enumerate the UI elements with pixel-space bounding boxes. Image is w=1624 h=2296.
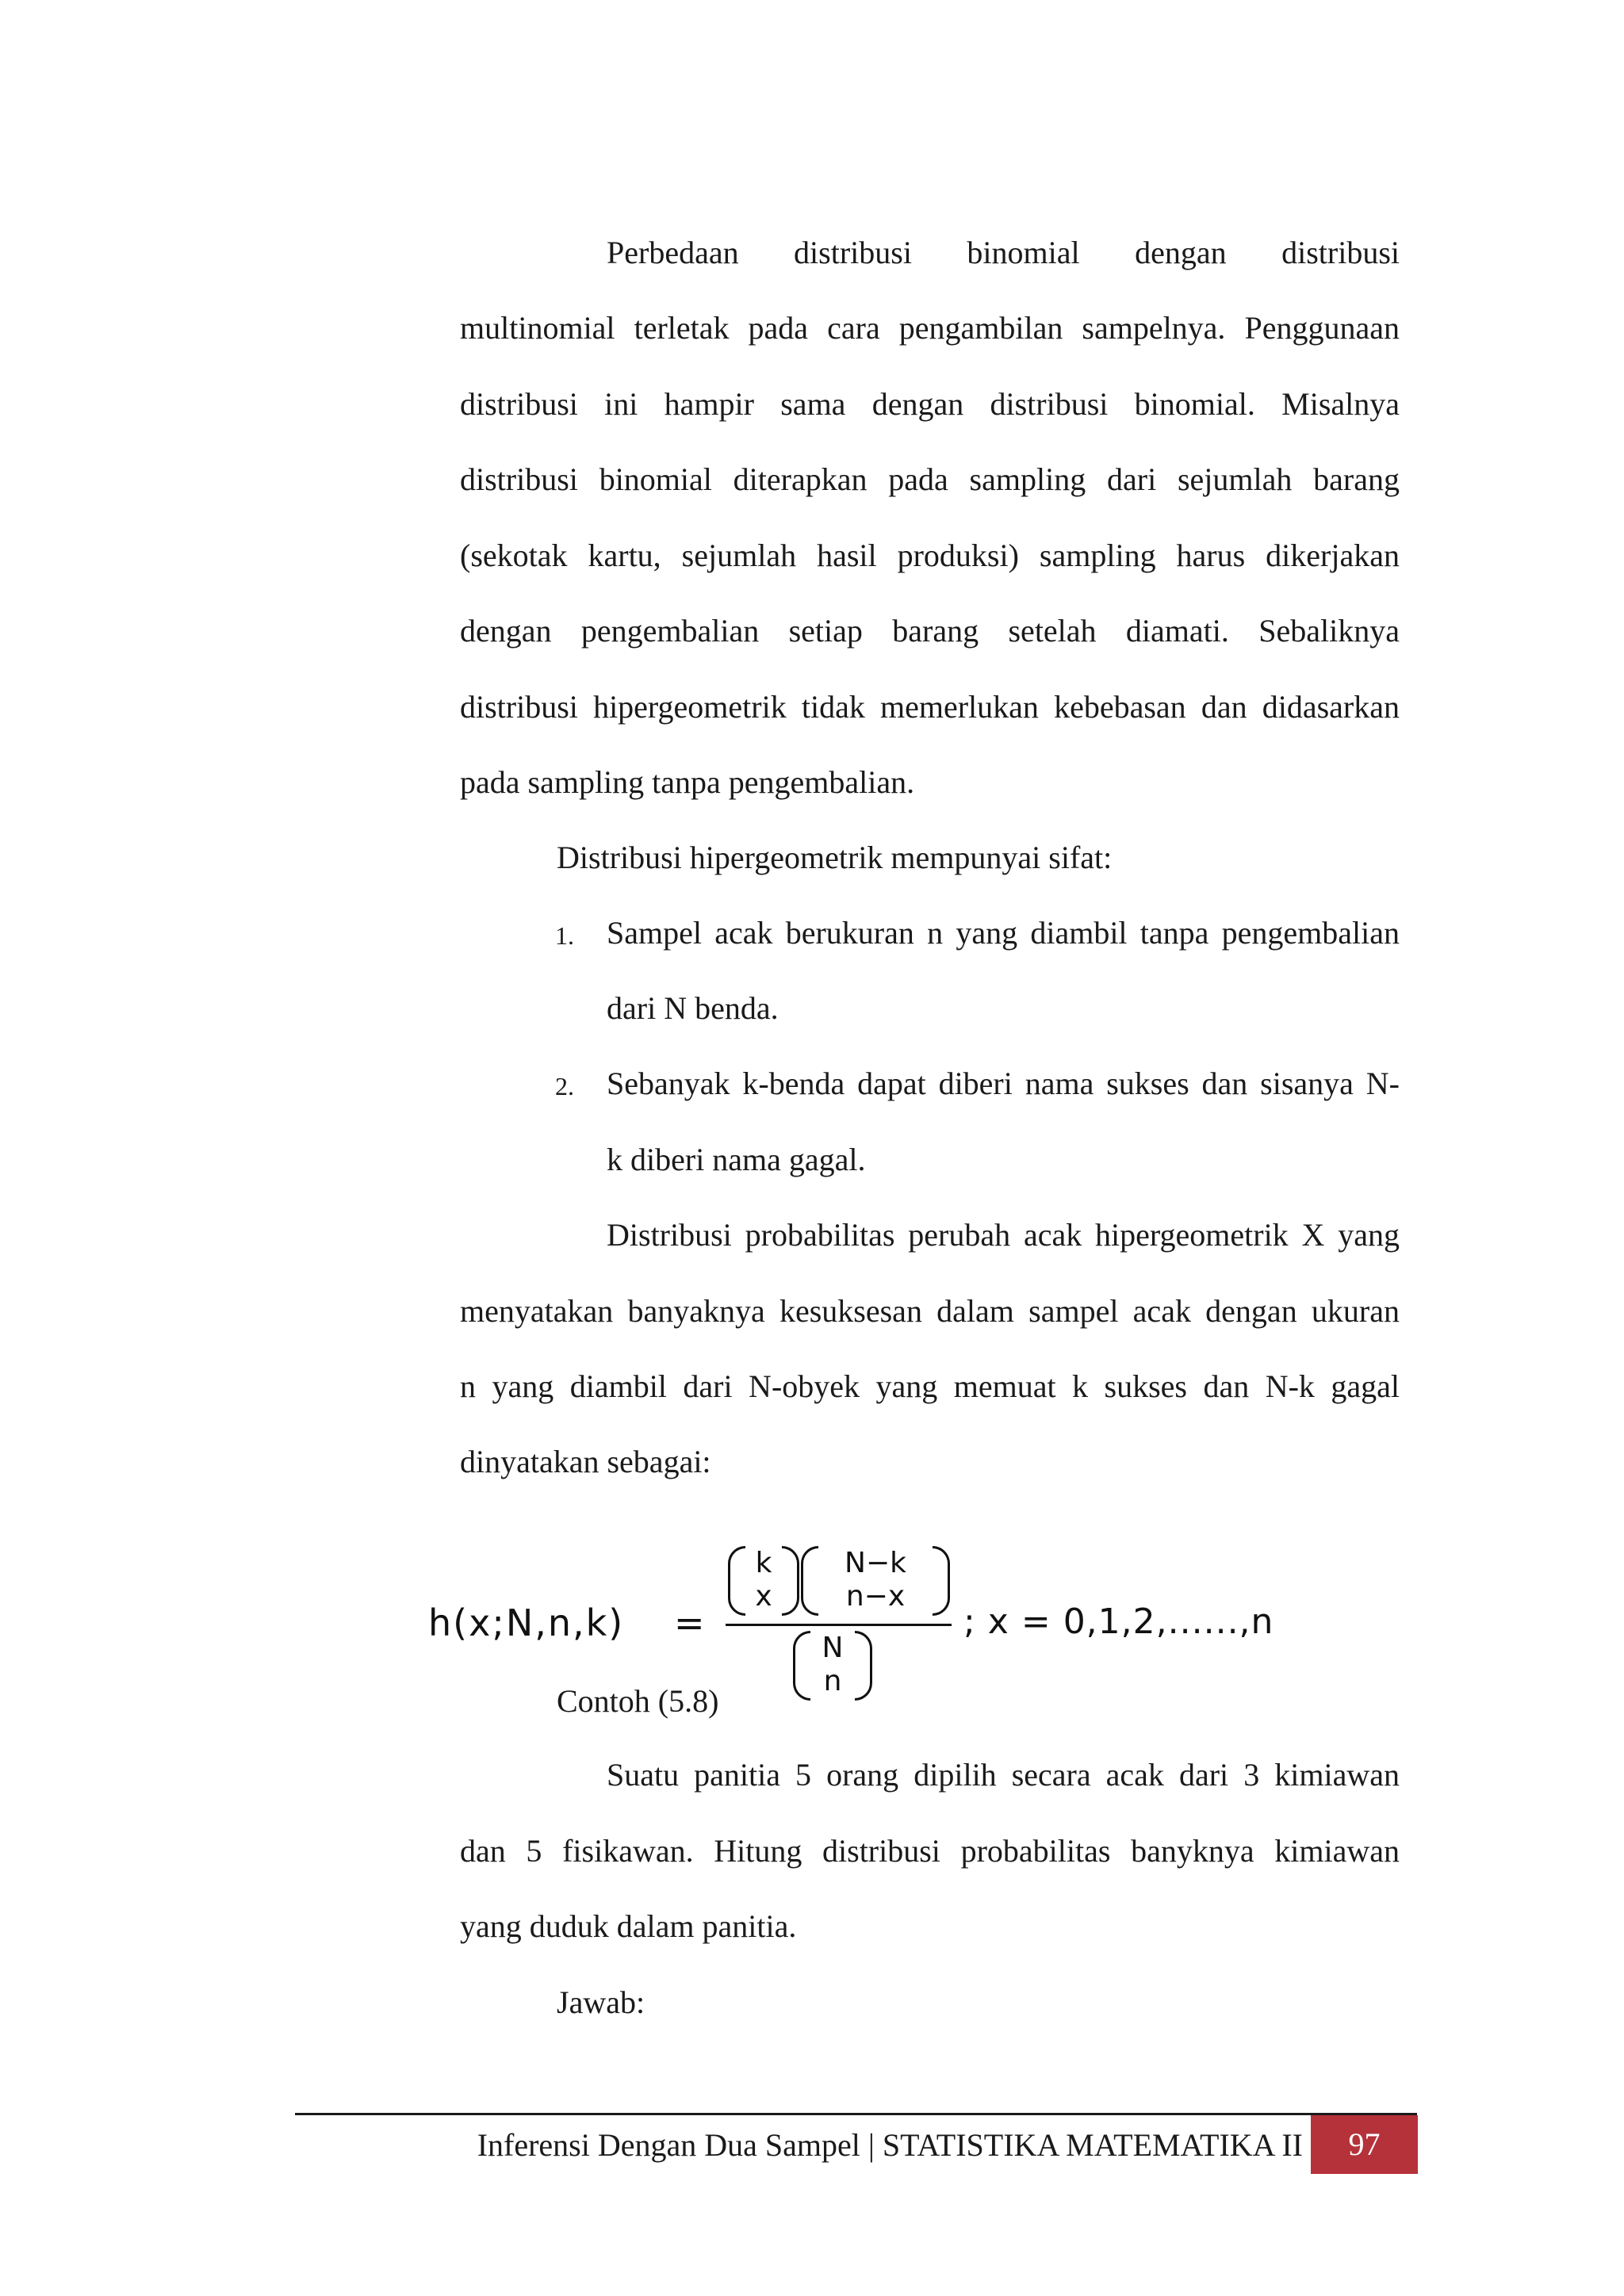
list-item-line: Sampel acak berukuran n yang diambil tanpa pengembalian	[607, 915, 1400, 951]
paragraph-line: Perbedaan distribusi binomial dengan distribusi	[607, 235, 1400, 270]
binomial-top: k	[755, 1547, 772, 1579]
list-item-line: dari N benda.	[607, 990, 779, 1026]
paragraph-line: Suatu panitia 5 orang dipilih secara acak dari 3 kimiawan	[607, 1757, 1400, 1793]
binomial-N-n	[793, 1631, 872, 1701]
binomial-k-x	[728, 1546, 799, 1616]
footer-title: Inferensi Dengan Dua Sampel | STATISTIKA MATEMATIKA II	[477, 2127, 1303, 2163]
paragraph-line: distribusi ini hampir sama dengan distribusi binomial. Misalnya	[460, 386, 1400, 422]
list-number: 1.	[555, 921, 574, 950]
paragraph-line: distribusi hipergeometrik tidak memerlukan kebebasan dan didasarkan	[460, 689, 1400, 725]
paragraph-line: Distribusi probabilitas perubah acak hipergeometrik X yang	[607, 1217, 1400, 1253]
list-item-line: Sebanyak k-benda dapat diberi nama sukses dan sisanya N-	[607, 1066, 1400, 1101]
paragraph-line: distribusi binomial diterapkan pada sampling dari sejumlah barang	[460, 461, 1400, 497]
answer-label: Jawab:	[557, 1984, 645, 2020]
binomial-nk-nx	[801, 1546, 950, 1616]
formula-domain: ; x = 0,1,2,......,n	[963, 1601, 1274, 1642]
list-number: 2.	[555, 1072, 574, 1100]
binomial-bottom: x	[755, 1580, 772, 1613]
binomial-bottom: n−x	[845, 1580, 906, 1613]
fraction-bar	[726, 1624, 952, 1626]
paragraph-line: dinyatakan sebagai:	[460, 1444, 711, 1479]
paragraph-line: pada sampling tanpa pengembalian.	[460, 764, 915, 800]
example-label: Contoh (5.8)	[557, 1683, 719, 1719]
binomial-top: N	[822, 1632, 844, 1664]
footer-rule	[295, 2113, 1417, 2115]
paragraph-line: menyatakan banyaknya kesuksesan dalam sampel acak dengan ukuran	[460, 1293, 1400, 1329]
formula-lhs: h(x;N,n,k)	[428, 1601, 625, 1644]
paragraph-line: (sekotak kartu, sejumlah hasil produksi) sampling harus dikerjakan	[460, 538, 1400, 573]
paragraph-line: n yang diambil dari N-obyek yang memuat k sukses dan N-k gagal	[460, 1368, 1400, 1404]
paragraph-line: yang duduk dalam panitia.	[460, 1908, 797, 1944]
page-number: 97	[1311, 2115, 1418, 2174]
binomial-top: N−k	[845, 1547, 906, 1579]
hypergeometric-formula	[420, 1542, 1372, 1701]
paragraph-line: dengan pengembalian setiap barang setelah diamati. Sebaliknya	[460, 613, 1400, 649]
list-intro: Distribusi hipergeometrik mempunyai sifat:	[557, 840, 1113, 875]
list-item-line: k diberi nama gagal.	[607, 1142, 866, 1177]
binomial-bottom: n	[823, 1665, 842, 1697]
formula-equals: =	[674, 1601, 705, 1644]
paragraph-line: multinomial terletak pada cara pengambilan sampelnya. Penggunaan	[460, 310, 1400, 346]
paragraph-line: dan 5 fisikawan. Hitung distribusi probabilitas banyknya kimiawan	[460, 1833, 1400, 1869]
